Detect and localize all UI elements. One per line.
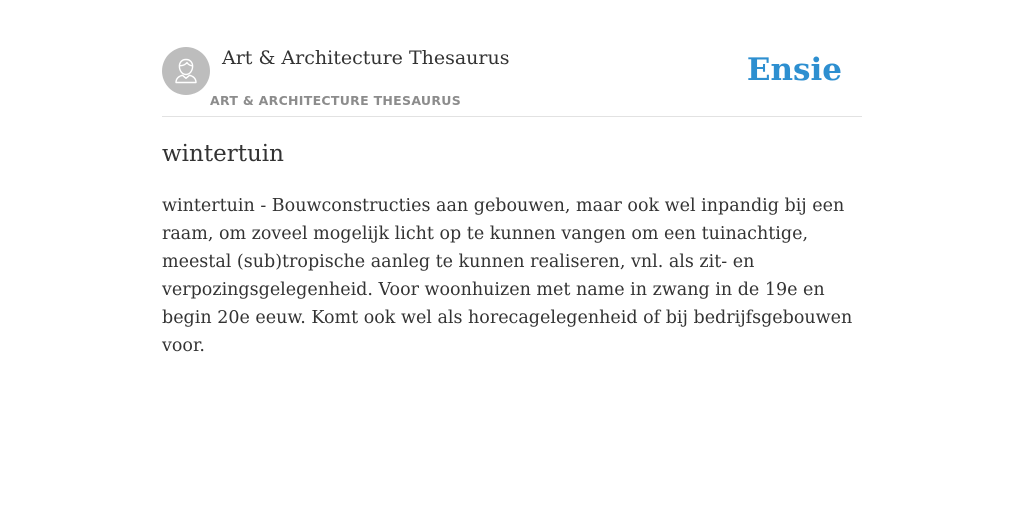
brand-logo-link[interactable]: Ensie (746, 52, 842, 88)
source-title-link[interactable]: Art & Architecture Thesaurus (222, 47, 510, 69)
user-avatar-icon (162, 47, 210, 95)
avatar[interactable] (162, 47, 210, 95)
term-heading: wintertuin (162, 141, 284, 167)
source-subtitle: ART & ARCHITECTURE THESAURUS (210, 93, 462, 108)
header (162, 0, 862, 117)
definition-text: wintertuin - Bouwconstructies aan gebouwen, maar ook wel inpandig bij een raam, om zoveel mogelijk licht op te kunnen vangen om een tuinachtige, meestal (sub)tropische aanleg te kunnen realiseren, vnl. als zit- en verpozingsgelegenheid. Voor woonhuizen met name in zwang in de 19e en begin 20e eeuw. Komt ook wel als horecagelegenheid of bij bedrijfsgebouwen voor. (162, 196, 853, 356)
